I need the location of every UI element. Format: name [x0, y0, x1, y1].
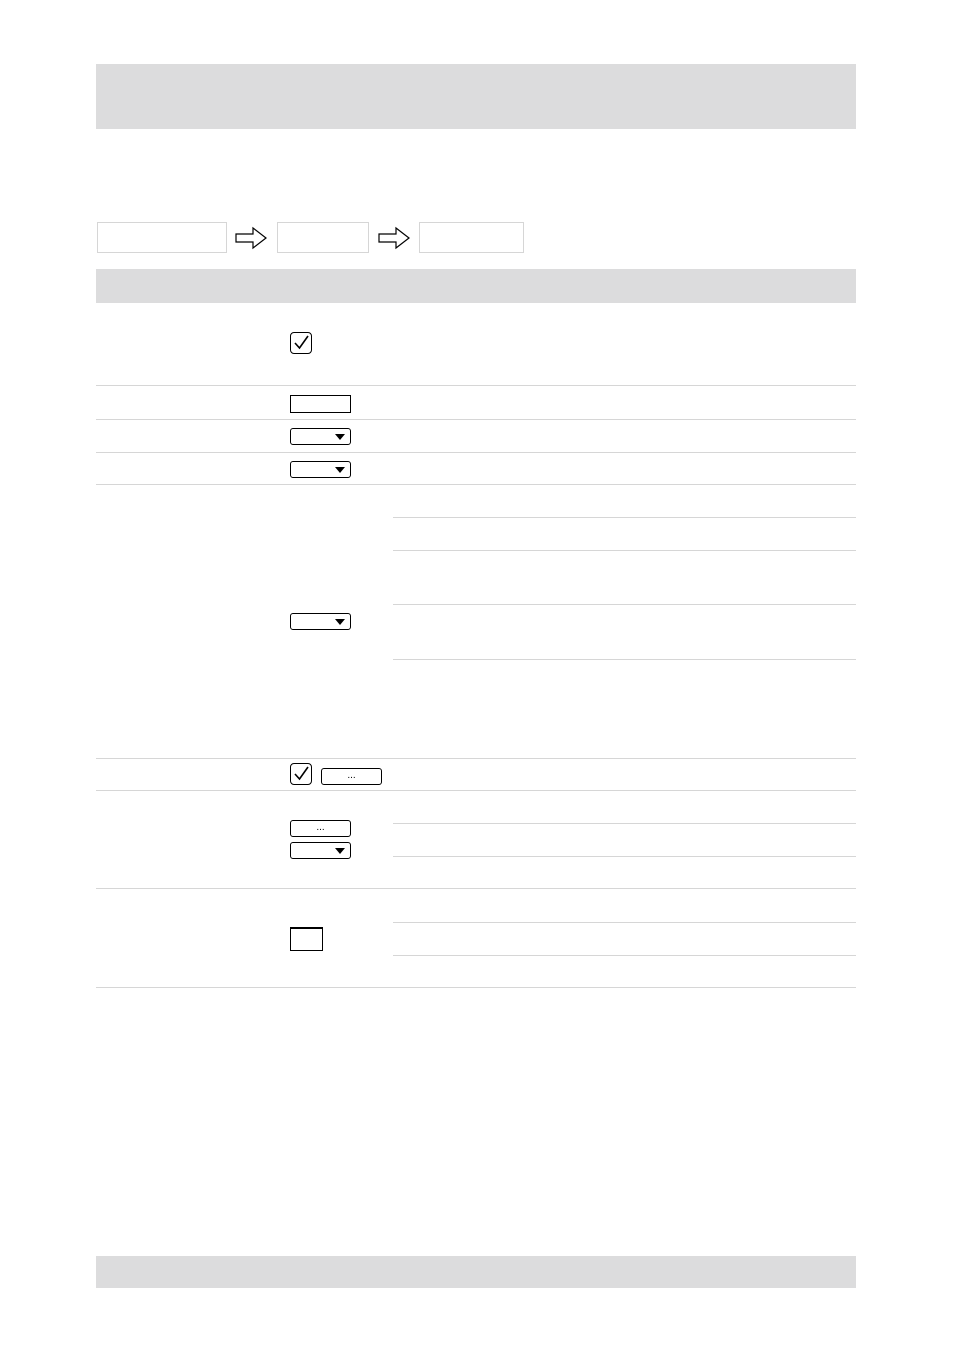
- row-divider: [96, 758, 856, 759]
- breadcrumb-item-2[interactable]: [277, 222, 369, 253]
- small-input-field[interactable]: [290, 927, 323, 951]
- chevron-down-icon: [335, 848, 345, 854]
- section-header-bar: [96, 269, 856, 303]
- browse-button-2[interactable]: ...: [290, 820, 351, 837]
- row-divider: [96, 987, 856, 988]
- row-divider: [96, 790, 856, 791]
- option-divider: [393, 550, 856, 551]
- page-footer-bar: [96, 1256, 856, 1288]
- row-divider: [96, 419, 856, 420]
- option-divider: [393, 659, 856, 660]
- row-divider: [96, 385, 856, 386]
- option-checkbox-2[interactable]: [290, 763, 312, 785]
- row-divider: [96, 452, 856, 453]
- chevron-down-icon: [335, 467, 345, 473]
- option-divider: [393, 856, 856, 857]
- row-divider: [96, 888, 856, 889]
- arrow-right-icon: [377, 226, 411, 250]
- option-divider: [393, 955, 856, 956]
- browse-button-1[interactable]: ...: [321, 768, 382, 785]
- option-divider: [393, 517, 856, 518]
- select-dropdown-1[interactable]: [290, 428, 351, 445]
- option-divider: [393, 823, 856, 824]
- option-divider: [393, 922, 856, 923]
- checkmark-icon: [292, 334, 310, 352]
- select-dropdown-4[interactable]: [290, 842, 351, 859]
- chevron-down-icon: [335, 434, 345, 440]
- page-header-bar: [96, 64, 856, 129]
- option-checkbox-1[interactable]: [290, 332, 312, 354]
- chevron-down-icon: [335, 619, 345, 625]
- breadcrumb-item-3[interactable]: [419, 222, 524, 253]
- select-dropdown-3[interactable]: [290, 613, 351, 630]
- breadcrumb-item-1[interactable]: [97, 222, 227, 253]
- text-field[interactable]: [290, 395, 351, 413]
- select-dropdown-2[interactable]: [290, 461, 351, 478]
- row-divider: [96, 484, 856, 485]
- arrow-right-icon: [234, 226, 268, 250]
- option-divider: [393, 604, 856, 605]
- checkmark-icon: [292, 765, 310, 783]
